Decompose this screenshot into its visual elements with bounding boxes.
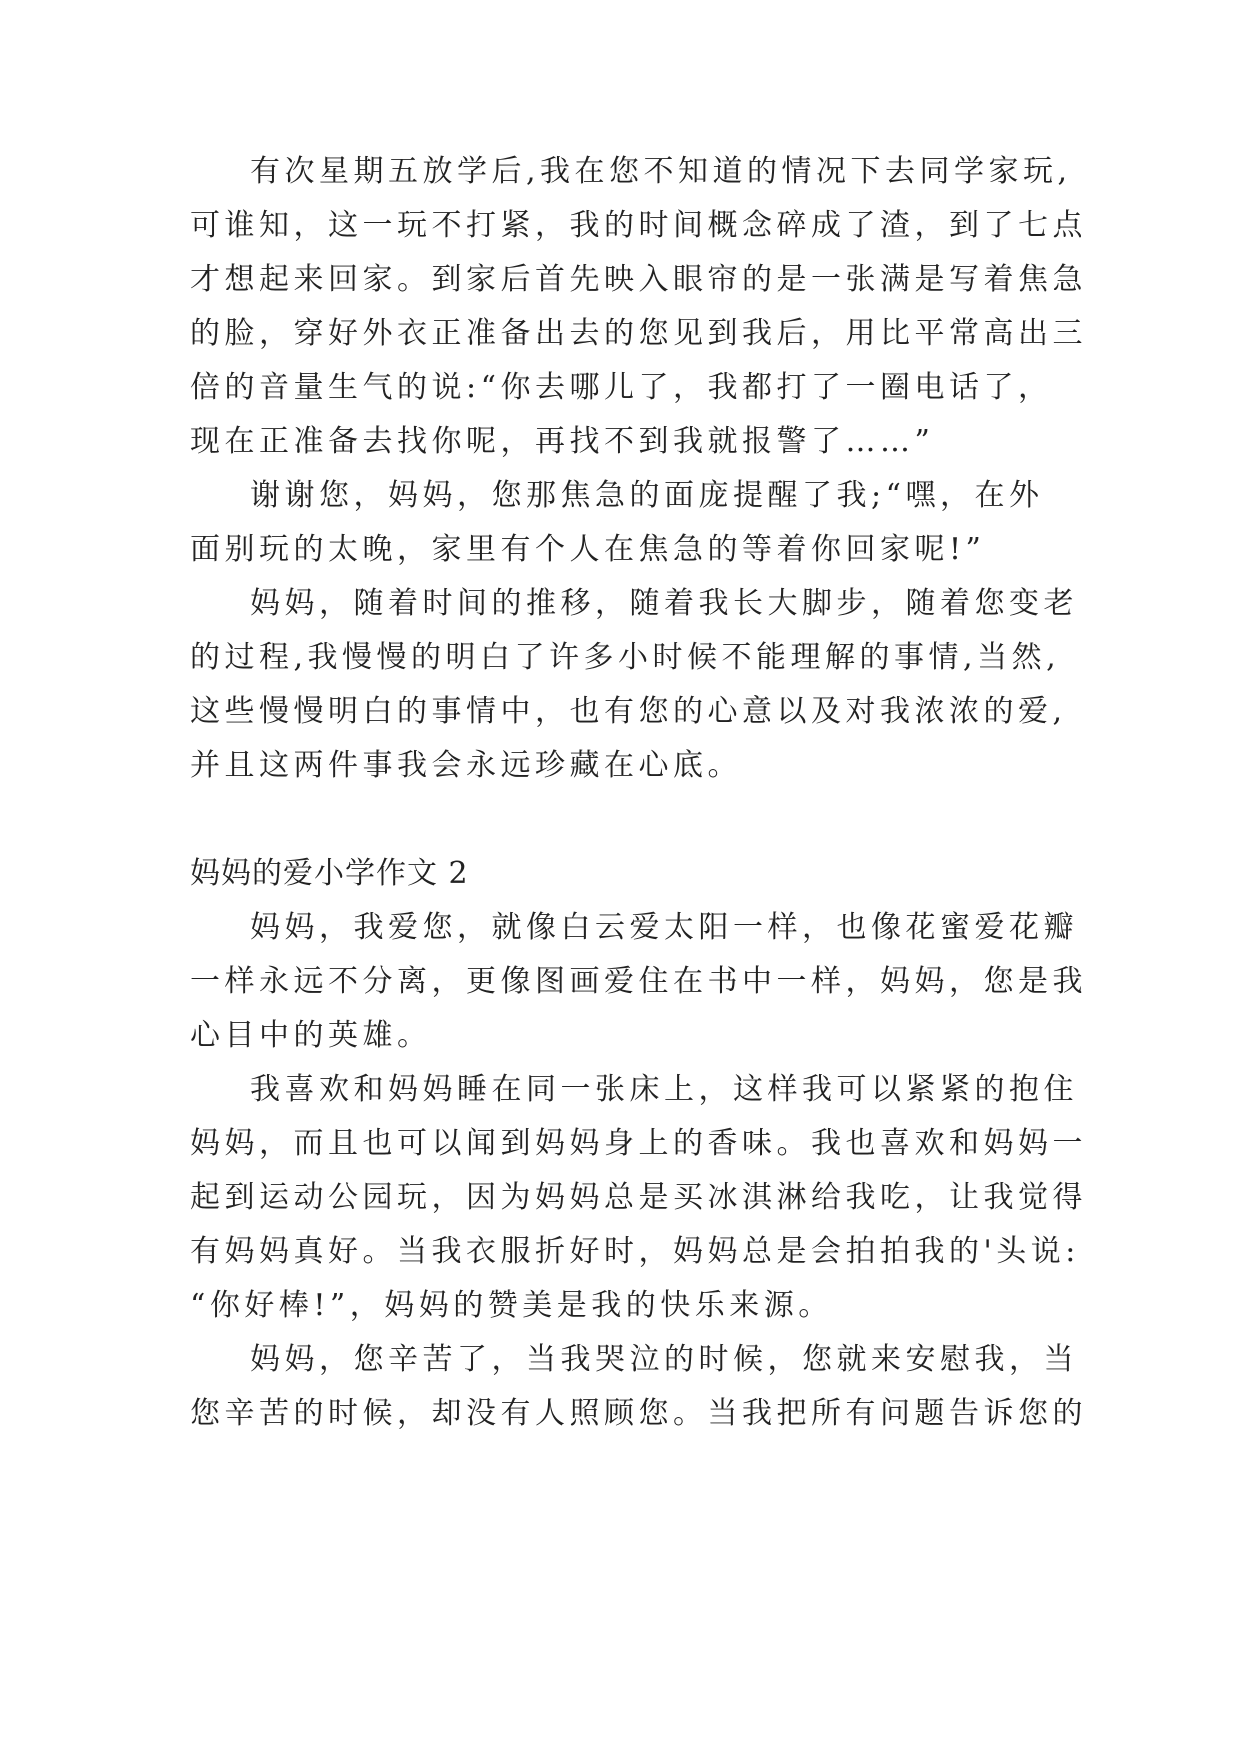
paragraph-1-line: 才想起来回家。到家后首先映入眼帘的是一张满是写着焦急	[190, 262, 1087, 297]
paragraph-3-line: 并且这两件事我会永远珍藏在心底。	[190, 748, 742, 783]
paragraph-3-line: 的过程,我慢慢的明白了许多小时候不能理解的事情,当然,	[190, 640, 1061, 675]
paragraph-6-line: 妈妈，您辛苦了，当我哭泣的时候，您就来安慰我，当	[250, 1342, 1078, 1377]
paragraph-4-line: 心目中的英雄。	[190, 1018, 432, 1053]
paragraph-3-line: 妈妈，随着时间的推移，随着我长大脚步，随着您变老	[250, 586, 1078, 621]
paragraph-1-line: 倍的音量生气的说:“你去哪儿了，我都打了一圈电话了，	[190, 370, 1053, 405]
section-heading: 妈妈的爱小学作文 2	[190, 856, 469, 891]
paragraph-5-line: 起到运动公园玩，因为妈妈总是买冰淇淋给我吃，让我觉得	[190, 1180, 1087, 1215]
paragraph-4-line: 妈妈，我爱您，就像白云爱太阳一样，也像花蜜爱花瓣	[250, 910, 1078, 945]
paragraph-4-line: 一样永远不分离，更像图画爱住在书中一样，妈妈，您是我	[190, 964, 1087, 999]
paragraph-5-line: “你好棒!”，妈妈的赞美是我的快乐来源。	[190, 1288, 833, 1323]
paragraph-6-line: 您辛苦的时候，却没有人照顾您。当我把所有问题告诉您的	[190, 1396, 1087, 1431]
paragraph-2-line: 谢谢您，妈妈，您那焦急的面庞提醒了我;“嘿，在外	[250, 478, 1044, 513]
paragraph-5-line: 妈妈，而且也可以闻到妈妈身上的香味。我也喜欢和妈妈一	[190, 1126, 1087, 1161]
paragraph-1-line: 现在正准备去找你呢，再找不到我就报警了……”	[190, 424, 935, 459]
paragraph-3-line: 这些慢慢明白的事情中，也有您的心意以及对我浓浓的爱,	[190, 694, 1067, 729]
paragraph-1-line: 有次星期五放学后,我在您不知道的情况下去同学家玩,	[250, 154, 1072, 189]
paragraph-5-line: 有妈妈真好。当我衣服折好时，妈妈总是会拍拍我的'头说:	[190, 1234, 1080, 1269]
paragraph-1-line: 的脸，穿好外衣正准备出去的您见到我后，用比平常高出三	[190, 316, 1087, 351]
paragraph-2-line: 面别玩的太晚，家里有个人在焦急的等着你回家呢!”	[190, 532, 986, 567]
paragraph-1-line: 可谁知，这一玩不打紧，我的时间概念碎成了渣，到了七点	[190, 208, 1087, 243]
paragraph-5-line: 我喜欢和妈妈睡在同一张床上，这样我可以紧紧的抱住	[250, 1072, 1078, 1107]
